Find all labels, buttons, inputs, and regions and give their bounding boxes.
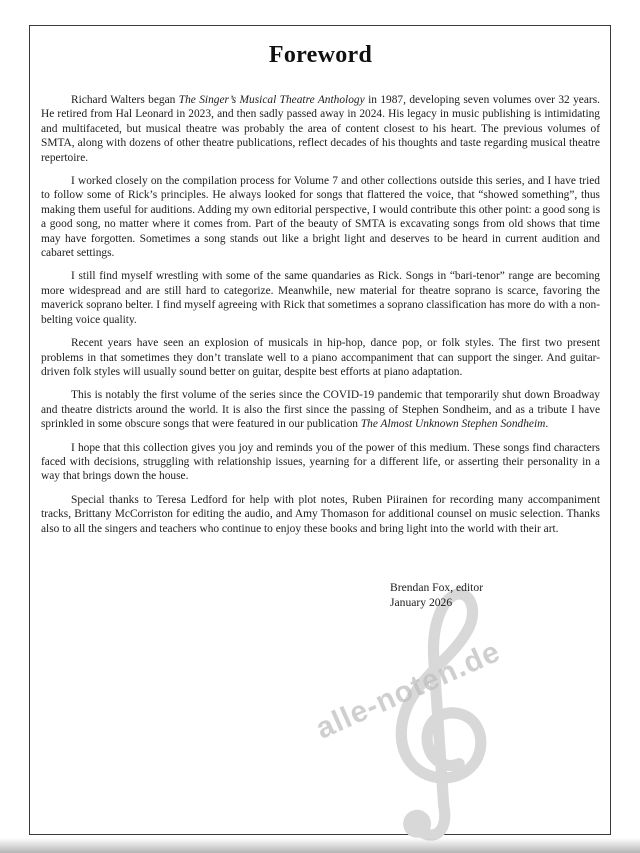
paragraph [41,93,600,165]
paragraph [41,336,600,379]
text-segment: Special thanks to Teresa Ledford for help with plot notes, Ruben Piirainen for recording many accompaniment tracks, Brittany McCorriston for editing the audio, and Amy Thomason for additional counsel on music selection. Thanks also to all the singers and teachers who continue to enjoy these books and bring light into the world with their art. [41,493,600,535]
signature-block [390,580,600,611]
text-segment: I hope that this collection gives you joy and reminds you of the power of this medium. These songs find characters faced with decisions, struggling with relationship issues, yearning for a different life, or asserting their personality in a way that brings down the house. [41,441,600,483]
paragraph [41,388,600,431]
paragraph [41,269,600,327]
page-title: Foreword [268,42,373,68]
text-segment: . [545,418,549,431]
text-segment: I still find myself wrestling with some of the same quandaries as Rick. Songs in “bari-tenor” range are becoming more widespread and are still hard to categorize. Meanwhile, new material for theatre soprano is scarce, favoring the maverick soprano belter. I find myself agreeing with Rick that sometimes a soprano classification has more do with a non-belting voice quality. [41,270,600,326]
paragraph [41,441,600,484]
signature-date: January 2026 [390,596,453,610]
text-segment: in 1987, developing seven volumes over 32 years. He retired from Hal Leonard in 2023, and then sadly passed away in 2024. His legacy in music publishing is intimidating and multifaceted, but musical theatre was probably the area of content closest to his heart. The previous volumes of SMTA, along with dozens of other theatre publications, reflect decades of his thoughts and taste regarding musical theatre repertoire. [41,94,600,164]
watermark-text: alle-noten.de [311,634,506,746]
text-segment: Richard Walters began [71,94,179,106]
paragraph [41,174,600,260]
foreword-body [41,93,600,536]
text-segment: I worked closely on the compilation process for Volume 7 and other collections outside this series, and I have tried to follow some of Rick’s principles. He always looked for songs that flattered the voice, that “showed something”, thus making them useful for auditions. Adding my own editorial perspective, I would contribute this other point: a good song is a good song, no matter where it comes from. Part of the beauty of SMTA is excavating songs from old shows that time may have forgotten. Sometimes a song stands out like a bright light and deserves to be heard in current audition and cabaret settings. [41,175,601,260]
italic-text-segment: The Almost Unknown Stephen Sondheim [360,418,546,431]
scan-shadow [0,838,640,853]
page-content [41,40,600,611]
italic-text-segment: The Singer’s Musical Theatre Anthology [178,94,365,106]
text-segment: This is notably the first volume of the series since the COVID-19 pandemic that temporarily shut down Broadway and theatre districts around the world. It is also the first since the passing of Stephen Sondheim, and as a tribute I have sprinkled in some obscure songs that were featured in our publication [41,389,600,431]
signature-name: Brendan Fox, editor [390,580,484,594]
text-segment: Recent years have seen an explosion of musicals in hip-hop, dance pop, or folk styles. The first two present problems in that sometimes they don’t translate well to a piano accompaniment that can support the singer. And guitar-driven folk styles will usually sound better on guitar, despite best efforts at piano adaptation. [41,337,600,378]
paragraph [41,493,600,536]
treble-clef-icon [350,576,515,853]
